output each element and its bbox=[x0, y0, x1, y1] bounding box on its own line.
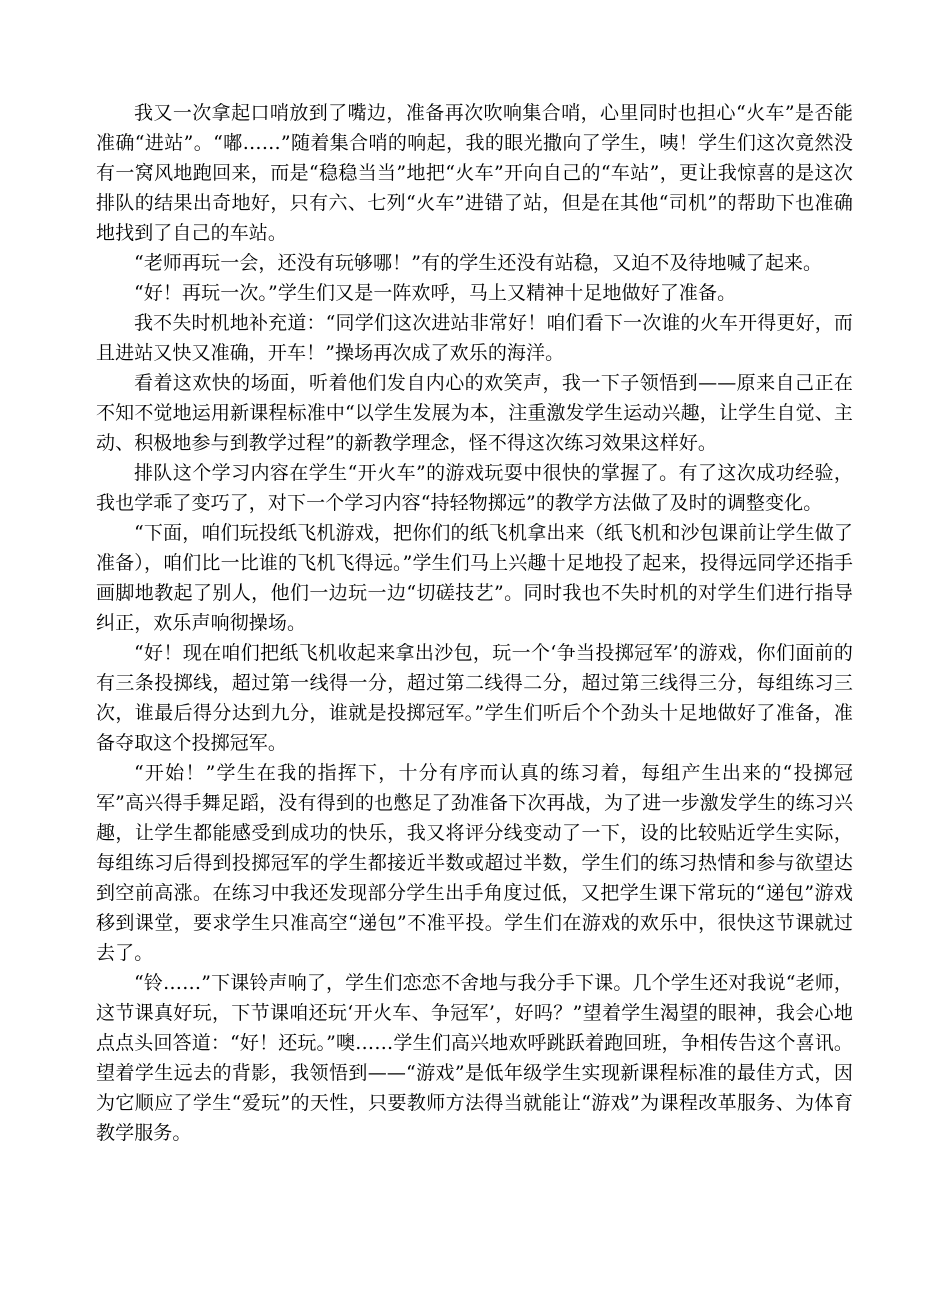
paragraph: “铃……”下课铃声响了，学生们恋恋不舍地与我分手下课。几个学生还对我说“老师，这节课真好玩，下节课咱还玩‘开火车、争冠军’，好吗？”望着学生渴望的眼神，我会心地点点头回答道：“好！还玩。”噢……学生们高兴地欢呼跳跃着跑回班，争相传告这个喜讯。望着学生远去的背影，我领悟到——“游戏”是低年级学生实现新课程标准的最佳方式，因为它顺应了学生“爱玩”的天性，只要教师方法得当就能让“游戏”为课程改革服务、为体育教学服务。 bbox=[96, 972, 853, 1144]
document-body bbox=[96, 98, 853, 1148]
paragraph: 看着这欢快的场面，听着他们发自内心的欢笑声，我一下子领悟到——原来自己正在不知不觉地运用新课程标准中“以学生发展为本，注重激发学生运动兴趣，让学生自觉、主动、积极地参与到教学过程”的新教学理念，怪不得这次练习效果这样好。 bbox=[96, 372, 853, 454]
paragraph: “好！现在咱们把纸飞机收起来拿出沙包，玩一个‘争当投掷冠军’的游戏，你们面前的有三条投掷线，超过第一线得一分，超过第二线得二分，超过第三线得三分，每组练习三次，谁最后得分达到九分，谁就是投掷冠军。”学生们听后个个劲头十足地做好了准备，准备夺取这个投掷冠军。 bbox=[96, 642, 853, 754]
paragraph: “好！再玩一次。”学生们又是一阵欢呼，马上又精神十足地做好了准备。 bbox=[134, 282, 737, 304]
paragraph: 我不失时机地补充道：“同学们这次进站非常好！咱们看下一次谁的火车开得更好，而且进站又快又准确，开车！”操场再次成了欢乐的海洋。 bbox=[96, 312, 853, 364]
paragraph: 我又一次拿起口哨放到了嘴边，准备再次吹响集合哨，心里同时也担心“火车”是否能准确“进站”。“嘟……”随着集合哨的响起，我的眼光撒向了学生，咦！学生们这次竟然没有一窝风地跑回来，而是“稳稳当当”地把“火车”开向自己的“车站”，更让我惊喜的是这次排队的结果出奇地好，只有六、七列“火车”进错了站，但是在其他“司机”的帮助下也准确地找到了自己的车站。 bbox=[96, 102, 853, 244]
paragraph: 排队这个学习内容在学生“开火车”的游戏玩耍中很快的掌握了。有了这次成功经验，我也学乖了变巧了，对下一个学习内容“持轻物掷远”的教学方法做了及时的调整变化。 bbox=[96, 462, 853, 514]
paragraph: “开始！”学生在我的指挥下，十分有序而认真的练习着，每组产生出来的“投掷冠军”高兴得手舞足蹈，没有得到的也憋足了劲准备下次再战，为了进一步激发学生的练习兴趣，让学生都能感受到成功的快乐，我又将评分线变动了一下，设的比较贴近学生实际，每组练习后得到投掷冠军的学生都接近半数或超过半数，学生们的练习热情和参与欲望达到空前高涨。在练习中我还发现部分学生出手角度过低，又把学生课下常玩的“递包”游戏移到课堂，要求学生只准高空“递包”不准平投。学生们在游戏的欢乐中，很快这节课就过去了。 bbox=[96, 762, 853, 964]
paragraph: “下面，咱们玩投纸飞机游戏，把你们的纸飞机拿出来（纸飞机和沙包课前让学生做了准备），咱们比一比谁的飞机飞得远。”学生们马上兴趣十足地投了起来，投得远同学还指手画脚地教起了别人，他们一边玩一边“切磋技艺”。同时我也不失时机的对学生们进行指导纠正，欢乐声响彻操场。 bbox=[96, 522, 853, 634]
paragraph: “老师再玩一会，还没有玩够哪！”有的学生还没有站稳，又迫不及待地喊了起来。 bbox=[134, 252, 823, 274]
